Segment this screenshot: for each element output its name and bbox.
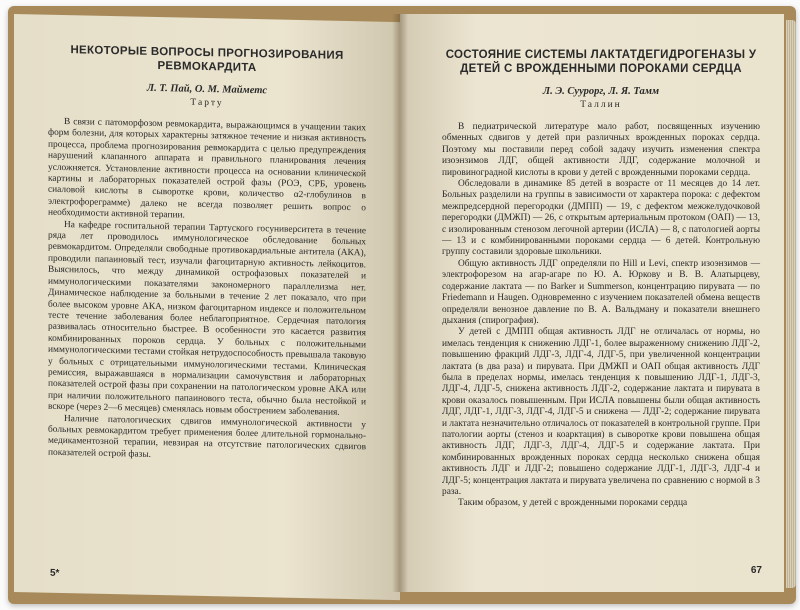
right-paragraph-3: Общую активность ЛДГ определяли по Hill и Levi, спектр изоэнзимов — электрофорезом на агар-агаре по Ю. А. Юркову и В. В. Алатырцеву, содержание лактата — по Barker и Summerson, концентрацию пирувата — по Friedemann и Haugen. Одновременно с изучением показателей обмена веществ определяли венозное давление по В. А. Вальдману и показатели внешнего дыхания (спирография). bbox=[442, 258, 760, 326]
book-gutter bbox=[392, 14, 408, 592]
left-page bbox=[14, 14, 400, 600]
open-book bbox=[8, 6, 796, 604]
right-article-title: СОСТОЯНИЕ СИСТЕМЫ ЛАКТАТДЕГИДРОГЕНАЗЫ У ДЕТЕЙ С ВРОЖДЕННЫМИ ПОРОКАМИ СЕРДЦА bbox=[445, 49, 757, 75]
page-number: 67 bbox=[750, 565, 762, 576]
right-paragraph-5: Таким образом, у детей с врожденными пороками сердца bbox=[458, 498, 688, 509]
right-article-city: Таллин bbox=[580, 100, 622, 110]
left-paragraph-2: На кафедре госпитальной терапии Тартуского госуниверситета в течение ряда лет проводилось иммунологическое обследование больных ревмокардитом. Определяли свободные противокардиальные антитела (АКА), проводили папаиновый тест, изучали фагоцитарную активность лейкоцитов. Выяснилось, что между динамикой острофазовых показателей и иммунологическими показателями закономерного параллелизма нет. Динамическое наблюдение за больными в течение 2 лет показало, что при более высоком уровне АКА, низком фагоцитарном индексе и положительном тесте течение заболевания более неблагоприятное. Сердечная патология развивалась относительно быстрее. В особенности это касается развития комбинированных пороков сердца. У больных с положительными иммунологическими тестами стойкая нетрудоспособность превышала таковую у больных с отрицательными иммунологическими тестами. Клиническая ремиссия, выражавшаяся в нормализации самочувствия и лабораторных показателей острой фазы при сохранении на патологическом уровне АКА или при наличии положительного папаинового теста, обычно была нестойкой и вскоре (через 2—6 месяцев) сменялась новым обострением заболевания. bbox=[48, 219, 366, 418]
right-article bbox=[442, 48, 760, 510]
left-article-city: Тарту bbox=[190, 97, 224, 109]
right-article-authors: Л. Э. Суурорг, Л. Я. Тамм bbox=[542, 86, 660, 97]
left-article-authors: Л. Т. Пай, О. М. Майметс bbox=[146, 82, 268, 97]
page-edges bbox=[786, 20, 796, 588]
left-article bbox=[48, 43, 366, 466]
left-paragraph-1: В связи с патоморфозом ревмокардита, выражающимся в учащении таких форм болезни, для которых характерны затяжное течение и низкая активность процесса, проблема прогнозирования ревмокардита с целью предупреждения нарушений клапанного аппарата и правильного планирования лечения усложняется. Установление активности процесса на основании клинической картины и лабораторных показателей острой фазы (РОЭ, СРБ, уровень сиаловой кислоты в сыворотке крови, количество α2-глобулинов в электрофореграмме) далеко не всегда позволяет решить вопрос о необходимости активной терапии. bbox=[48, 117, 366, 221]
right-paragraph-4: У детей с ДМПП общая активность ЛДГ не отличалась от нормы, но имелась тенденция к снижению ЛДГ-1, более выраженному снижению ЛДГ-2, повышению фракций ЛДГ-3, ЛДГ-4, ЛДГ-5, при увеличенной концентрации лактата (в два раза) и пирувата. При ДМЖП и ОАП общая активность ЛДГ была в пределах нормы, имелась тенденция к повышению ЛДГ-1, ЛДГ-3, ЛДГ-4, ЛДГ-5, снижена активность ЛДГ-2, содержание лактата и пирувата в крови оказалось повышенным. При ИСЛА повышены были общая активность ЛДГ, ЛДГ-1, ЛДГ-3, ЛДГ-4, ЛДГ-5 и снижена — ЛДГ-2; содержание пирувата и лактата незначительно отличалось от показателей в контрольной группе. При патологии аорты (стеноз и коарктация) в сыворотке крови повышена общая активность ЛДГ, ЛДГ-3, ЛДГ-4, ЛДГ-5 и содержание лактата. При комбинированных врожденных пороках сердца несколько снижена общая активность ЛДГ и ЛДГ-2; повышено содержание ЛДГ-1, ЛДГ-3, ЛДГ-4 и ЛДГ-5; концентрация лактата и пирувата увеличена по сравнению с нормой в 3 раза. bbox=[442, 327, 760, 497]
left-article-title: НЕКОТОРЫЕ ВОПРОСЫ ПРОГНОЗИРОВАНИЯ РЕВМОКАРДИТА bbox=[70, 44, 344, 75]
right-page bbox=[400, 14, 784, 592]
right-paragraph-1: В педиатрической литературе мало работ, посвященных изучению обменных сдвигов у детей при различных врожденных пороках сердца. Поэтому мы поставили перед собой задачу изучить изменения спектра изоэнзимов ЛДГ, общей активности ЛДГ, содержание молочной и пировиноградной кислоты в крови у детей с врожденными пороками сердца. bbox=[442, 122, 760, 178]
right-paragraph-2: Обследовали в динамике 85 детей в возрасте от 11 месяцев до 14 лет. Больных разделили на группы в зависимости от характера порока: с дефектом межпредсердной перегородки (ДМПП) — 19, с дефектом межжелудочковой перегородки (ДМЖП) — 26, с открытым артериальным протоком (ОАП) — 13, с изолированным стенозом легочной артерии (ИСЛА) — 8, с патологией аорты — 13 и с комбинированными пороками сердца — 6 детей. Контрольную группу составили здоровые школьники. bbox=[442, 179, 760, 258]
signature-mark: 5* bbox=[50, 567, 60, 579]
left-paragraph-3: Наличие патологических сдвигов иммунологической активности у больных ревмокардитом требует применения более длительной гормонально-медикаментозной терапии, невзирая на отсутствие патологических сдвигов показателей острой фазы. bbox=[48, 413, 366, 460]
